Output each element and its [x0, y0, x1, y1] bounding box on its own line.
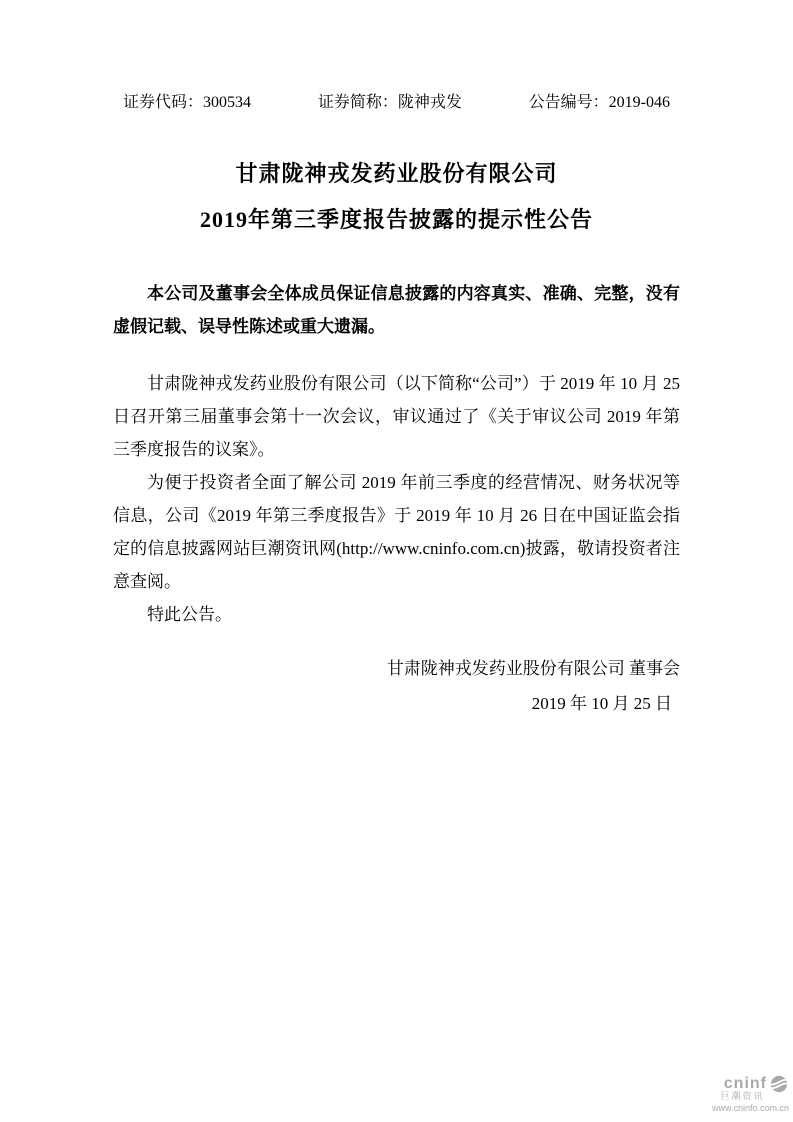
signature-date: 2019 年 10 月 25 日 [531, 694, 672, 713]
announcement-number: 公告编号：2019-046 [528, 94, 670, 111]
stock-name: 证券简称：陇神戎发 [317, 94, 462, 111]
disclaimer-paragraph: 本公司及董事会全体成员保证信息披露的内容真实、准确、完整，没有虚假记载、误导性陈述或重大遗漏。 [113, 284, 680, 336]
cninfo-logo [712, 1074, 789, 1114]
announcement-title: 2019年第三季度报告披露的提示性公告 [199, 207, 593, 232]
signature-company: 甘肃陇神戎发药业股份有限公司 董事会 [386, 659, 680, 678]
cninfo-logo-text: cninf [723, 1075, 767, 1092]
document-header [113, 92, 680, 114]
cninfo-logo-chinese-name: 巨潮资讯 [720, 1091, 765, 1101]
company-title: 甘肃陇神戎发药业股份有限公司 [235, 161, 558, 186]
signature-block [113, 651, 680, 721]
cninfo-swirl-icon [769, 1074, 789, 1094]
body-paragraph-2: 为便于投资者全面了解公司 2019 年前三季度的经营情况、财务状况等信息，公司《2019 年第三季度报告》于 2019 年 10 月 26 日在中国证监会指定的信息披露网站巨潮资讯网(http://www.cninfo.com.cn)披露，敬请投资者注意查阅。 [113, 473, 680, 591]
body-paragraph-1: 甘肃陇神戎发药业股份有限公司（以下简称“公司”）于 2019 年 10 月 25 日召开第三届董事会第十一次会议，审议通过了《关于审议公司 2019 年第三季度报告的议案》。 [113, 374, 680, 459]
closing-statement: 特此公告。 [147, 605, 232, 624]
stock-code: 证券代码：300534 [123, 94, 252, 111]
cninfo-logo-url: www.cninfo.com.cn [711, 1103, 789, 1113]
